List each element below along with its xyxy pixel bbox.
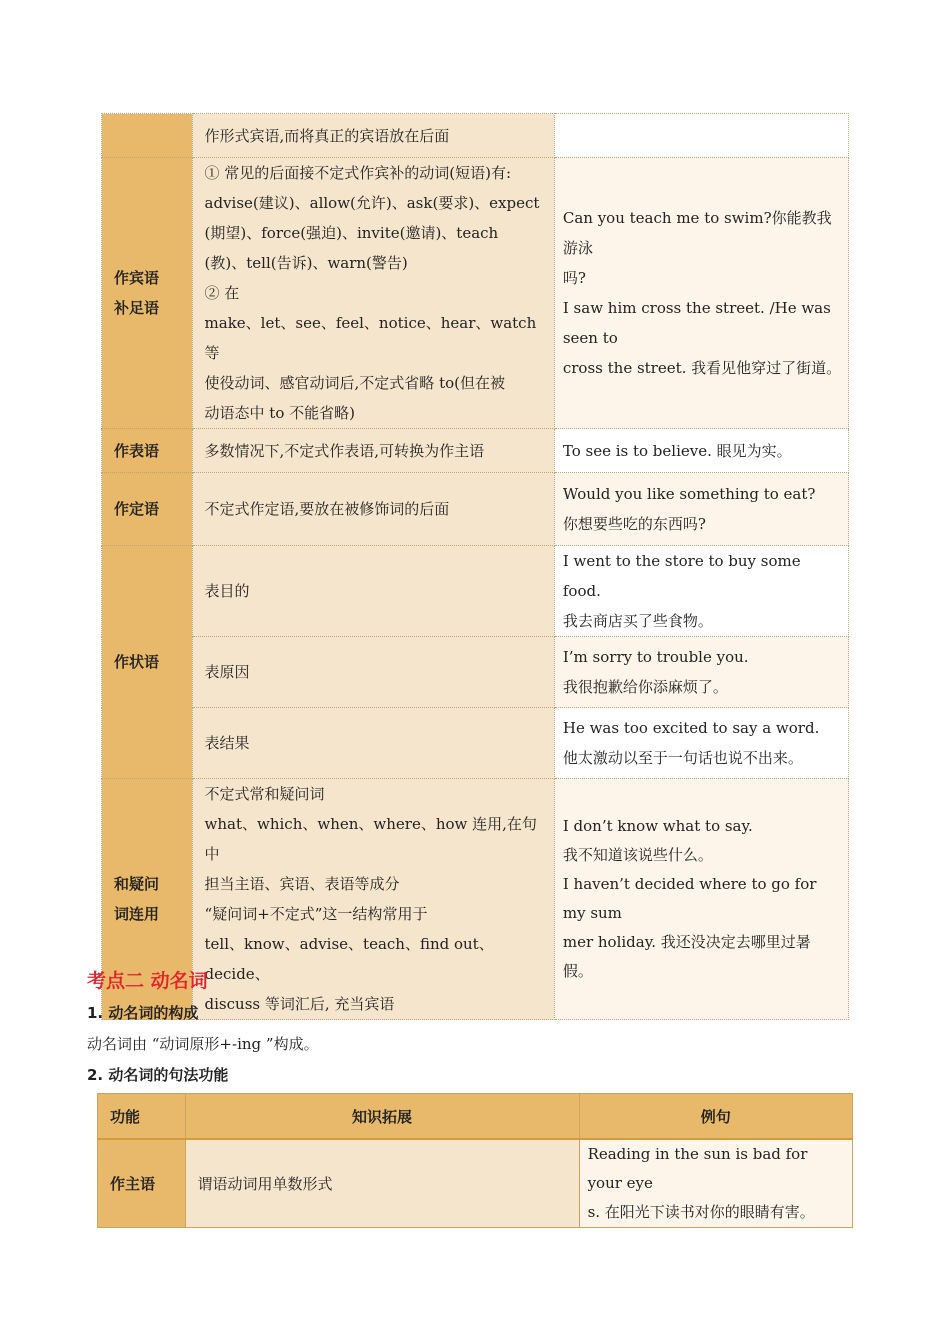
row-label: 和疑问 词连用 (102, 779, 193, 1020)
row-label: 作定语 (102, 473, 193, 546)
subheading: 1. 动名词的构成 (87, 1004, 199, 1022)
table-row (102, 708, 849, 779)
row-label (102, 114, 193, 158)
example-cell: Would you like something to eat? 你想要些吃的东西吗? (554, 473, 848, 546)
explanation-cell: 不定式作定语,要放在被修饰词的后面 (192, 473, 554, 546)
explanation-cell: ① 常见的后面接不定式作宾补的动词(短语)有: advise(建议)、allow(允许)、ask(要求)、expect (期望)、force(强迫)、invite(邀请)、teach (教)、tell(告诉)、warn(警告) ② 在 make、let、see、feel、notice、hear、watch 等 使役动词、感官动词后,不定式省略 to(但在被 动语态中 to 不能省略) (192, 158, 554, 429)
table-header-row (98, 1094, 853, 1140)
example-cell: To see is to believe. 眼见为实。 (554, 429, 848, 473)
column-header: 功能 (98, 1094, 186, 1140)
table-row (102, 779, 849, 1020)
column-header: 知识拓展 (185, 1094, 579, 1140)
explanation-cell: 不定式常和疑问词 what、which、when、where、how 连用,在句中 担当主语、宾语、表语等成分 “疑问词+不定式”这一结构常用于 tell、know、advise、teach、find out、decide、 discuss 等词汇后, 充当宾语 (192, 779, 554, 1020)
row-label: 作表语 (102, 429, 193, 473)
table-row (102, 637, 849, 708)
subheading: 2. 动名词的句法功能 (87, 1066, 229, 1084)
explanation-cell: 多数情况下,不定式作表语,可转换为作主语 (192, 429, 554, 473)
explanation-cell: 作形式宾语,而将真正的宾语放在后面 (192, 114, 554, 158)
example-cell: Reading in the sun is bad for your eye s. 在阳光下读书对你的眼睛有害。 (579, 1139, 852, 1228)
example-cell: I don’t know what to say. 我不知道该说些什么。 I haven’t decided where to go for my sum mer holiday. 我还没决定去哪里过暑 假。 (554, 779, 848, 1020)
explanation-cell: 谓语动词用单数形式 (185, 1139, 579, 1228)
infinitive-function-table (101, 113, 849, 1020)
row-label: 作宾语 补足语 (102, 158, 193, 429)
table-row (102, 473, 849, 546)
gerund-function-table (97, 1093, 853, 1228)
example-cell (554, 114, 848, 158)
table-row (102, 114, 849, 158)
example-cell: I went to the store to buy some food. 我去商店买了些食物。 (554, 546, 848, 637)
explanation-cell: 表目的 (192, 546, 554, 637)
example-cell: Can you teach me to swim?你能教我游泳 吗? I saw him cross the street. /He was seen to cross the street. 我看见他穿过了街道。 (554, 158, 848, 429)
example-cell: I’m sorry to trouble you. 我很抱歉给你添麻烦了。 (554, 637, 848, 708)
example-cell: He was too excited to say a word. 他太激动以至于一句话也说不出来。 (554, 708, 848, 779)
section-heading: 考点二 动名词 (87, 970, 208, 992)
table-row (102, 158, 849, 429)
row-label: 作状语 (102, 546, 193, 779)
table-row (98, 1139, 853, 1228)
table-row (102, 429, 849, 473)
row-label: 作主语 (98, 1139, 186, 1228)
paragraph: 动名词由 “动词原形+-ing ”构成。 (87, 1035, 319, 1053)
explanation-cell: 表结果 (192, 708, 554, 779)
explanation-cell: 表原因 (192, 637, 554, 708)
table-row (102, 546, 849, 637)
column-header: 例句 (579, 1094, 852, 1140)
